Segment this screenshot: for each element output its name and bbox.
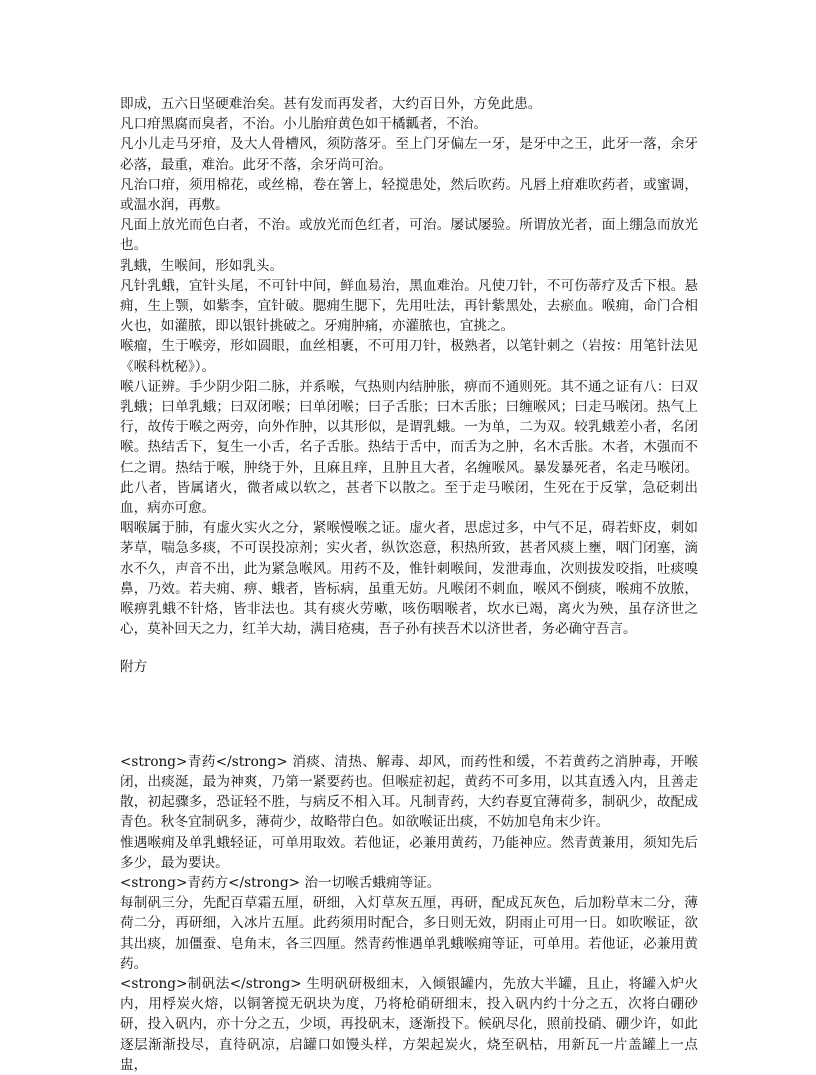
blank-space (120, 678, 698, 752)
section-heading: 附方 (120, 659, 148, 676)
paragraph: 即成，五六日坚硬难治矣。甚有发而再发者，大约百日外，方免此患。 (120, 96, 542, 112)
paragraph: 乳蛾，生喉间，形如乳头。 (120, 257, 284, 274)
paragraph: 凡口疳黑腐而臭者，不治。小儿胎疳黄色如干橘瓤者，不治。 (120, 116, 488, 133)
body-bottom (120, 752, 698, 1075)
paragraph: 凡面上放光而色白者，不治。或放光而色红者，可治。屡试屡验。所谓放光者，面上绷急而放光也。 (120, 217, 698, 254)
paragraph: <strong>制矾法</strong> 生明矾研极细末，入倾银罐内，先放大半罐，且止，将罐入炉火内，用桴炭火熔，以铜箸搅无矾块为度，乃将枪硝研细末，投入矾内约十分之五，次将白硼砂研，投入矾内，亦十分之五，少顷，再投矾末，逐渐投下。候矾尽化，照前投硝、硼少许，如此逐层渐渐投尽，直待矾凉，启罐口如馒头样，方架起炭火，烧至矾枯，用新瓦一片盖罐上一点盅， (120, 975, 698, 1073)
paragraph: 凡针乳蛾，宜针头尾，不可针中间，鲜血易治，黑血难治。凡使刀针，不可伤蒂疗及舌下根。悬痈，生上颚，如紫李，宜针破。腮痈生腮下，先用吐法，再针紫黑处，去瘀血。喉痈，命门合相火也，如灌脓，即以银针挑破之。牙痈肿痛，亦灌脓也，宜挑之。 (120, 277, 698, 335)
paragraph: 凡治口疳，须用棉花，或丝棉，卷在箸上，轻搅患处，然后吹药。凡唇上疳难吹药者，或蜜调，或温水润，再敷。 (120, 176, 698, 214)
paragraph: 每制矾三分，先配百草霜五厘，研细，入灯草灰五厘，再研，配成瓦灰色，后加粉草末二分，薄荷二分，再研细，入冰片五厘。此药须用时配合，多日则无效，阴雨止可用一日。如吹喉证，欲其出痰，加僵蚕、皂角末，各三四厘。然青药惟遇单乳蛾喉痈等证，可单用。若他证，必兼用黄药。 (120, 895, 698, 972)
paragraph: 喉瘤，生于喉旁，形如圆眼，血丝相裹，不可用刀针，极熟者，以笔针刺之（岩按：用笔针法见《喉科枕秘》）。 (120, 338, 698, 375)
paragraph: 咽喉属于肺，有虚火实火之分，紧喉慢喉之证。虚火者，思虑过多，中气不足，碍若虾皮，刺如茅草，喘急多痰，不可误投凉剂；实火者，纵饮恣意，积热所致，甚者风痰上壅，咽门闭塞，滴水不久，声音不出，此为紧急喉风。用药不及，惟针刺喉间，发泄毒血，次则拔发咬指，吐痰嗅鼻，乃效。若夫痈、痹、蛾者，皆标病，虽重无妨。凡喉闭不刺血，喉风不倒痰，喉痈不放脓，喉痹乳蛾不针烙，皆非法也。其有痰火劳嗽，咳伤咽喉者，坎水已竭，离火为殃，虽存济世之心，莫补回天之力，红羊大劫，满目疮痍，吾子孙有挟吾术以济世者，务必确守吾言。 (120, 520, 698, 638)
paragraph: 惟遇喉痈及单乳蛾轻证，可单用取效。若他证，必兼用黄药，乃能神应。然青黄兼用，须知先后多少，最为要诀。 (120, 834, 698, 871)
paragraph: 凡小儿走马牙疳，及大人骨槽风，须防落牙。至上门牙偏左一牙，是牙中之王，此牙一落，余牙必落，最重，难治。此牙不落，余牙尚可治。 (120, 136, 698, 173)
body-top (120, 94, 698, 639)
paragraph: <strong>青药</strong> 消痰、清热、解毒、却风，而药性和缓，不若黄药之消肿毒，开喉闭，出痰涎，最为神爽，乃第一紧要药也。但喉症初起，黄药不可多用，以其直透入内，且善走散，初起骤多，恐证轻不胜，与病反不相入耳。凡制青药，大约春夏宜薄荷多，制矾少，故配成青色。秋冬宜制矾多，薄荷少，故略带白色。如欲喉证出痰，不妨加皂角末少许。 (120, 753, 698, 831)
paragraph: 喉八证辨。手少阴少阳二脉，并系喉，气热则内结肿胀，痹而不通则死。其不通之证有八：曰双乳蛾；曰单乳蛾；曰双闭喉；曰单闭喉；曰子舌胀；曰木舌胀；曰缠喉风；曰走马喉闭。热气上行，故传于喉之两旁，向外作肿，以其形似，是谓乳蛾。一为单，二为双。较乳蛾差小者，名闭喉。热结舌下，复生一小舌，名子舌胀。热结于舌中，而舌为之肿，名木舌胀。木者，木强而不仁之谓。热结于喉，肿绕于外，且麻且痒，且肿且大者，名缠喉风。暴发暴死者，名走马喉闭。此八者，皆属诸火，微者咸以软之，甚者下以散之。至于走马喉闭，生死在于反掌，急砭刺出血，病亦可愈。 (120, 378, 698, 517)
paragraph: <strong>青药方</strong> 治一切喉舌蛾痈等证。 (120, 874, 441, 891)
document-page (120, 94, 698, 1075)
